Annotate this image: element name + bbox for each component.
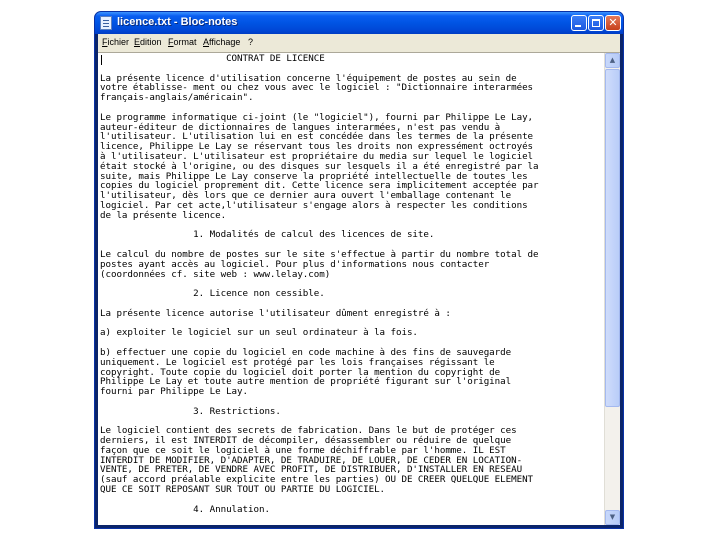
close-icon: ✕ <box>608 16 618 29</box>
minimize-button[interactable] <box>571 15 587 31</box>
editor-area <box>98 52 620 525</box>
window-title: licence.txt - Bloc-notes <box>117 16 238 28</box>
scroll-up-arrow-icon[interactable]: ▲ <box>605 53 620 68</box>
title-bar[interactable] <box>95 12 623 34</box>
menu-bar <box>98 34 620 52</box>
menu-affichage[interactable]: Affichage <box>203 37 241 47</box>
minimize-icon <box>575 25 581 27</box>
scroll-down-arrow-icon[interactable]: ▼ <box>605 510 620 525</box>
document-text: CONTRAT DE LICENCE La présente licence d'utilisation concerne l'équipement de postes au sein de votre établisse- ment ou chez vous avec le logiciel : "Dictionnaire interarmées français-anglais/américain". Le programme informatique ci-joint (le "logiciel"), fourni par Philippe Le Lay, auteur-éditeur de dictionnaires de langues interarmées, n'est pas vendu à l'utilisateur. L'utilisation lui en est concédée dans les termes de la présente licence, Philippe Le Lay se réservant tous les droits non expressément octroyés à l'utilisateur. L'utilisateur est propriétaire du media sur lequel le logiciel était stocké à l'origine, ou des disques sur lesquels il a été enregistré par la suite, mais Philippe Le Lay conserve la propriété intellectuelle de toutes les copies du logiciel proprement dit. Cette licence sera implicitement acceptée par l'utilisateur, dès lors que ce dernier aura ouvert l'emballage contenant le logiciel. Par cet acte,l'utilisateur s'engage alors à respecter les conditions de la présente licence. 1. Modalités de calcul des licences de site. Le calcul du nombre de postes sur le site s'effectue à partir du nombre total de postes ayant accès au logiciel. Pour plus d'informations nous contacter (coordonnées cf. site web : www.lelay.com) 2. Licence non cessible. La présente licence autorise l'utilisateur dûment enregistré à : a) exploiter le logiciel sur un seul ordinateur à la fois. b) effectuer une copie du logiciel en code machine à des fins de sauvegarde uniquement. Le logiciel est protégé par les lois françaises régissant le copyright. Toute copie du logiciel doit porter la mention du copyright de Philippe Le Lay et toute autre mention de propriété figurant sur l'original fourni par Philippe Le Lay. 3. Restrictions. Le logiciel contient des secrets de fabrication. Dans le but de protéger ces derniers, il est INTERDIT de décompiler, désassembler ou réduire de quelque façon que ce soit le logiciel à une forme déchiffrable par l'homme. IL EST INTERDIT DE MODIFIER, D'ADAPTER, DE TRADUIRE, DE LOUER, DE CEDER EN LOCATION- VENTE, DE PRETER, DE VENDRE AVEC PROFIT, DE DISTRIBUER, D'INSTALLER EN RESEAU (sauf accord préalable explicite entre les parties) OU DE CREER QUELQUE ELEMENT QUE CE SOIT REPOSANT SUR TOUT OU PARTIE DU LOGICIEL. 4. Annulation. <box>100 53 539 515</box>
menu-fichier[interactable]: Fichier <box>102 37 130 47</box>
notepad-icon[interactable] <box>100 16 112 30</box>
maximize-icon <box>592 19 600 27</box>
close-button[interactable] <box>605 15 621 31</box>
notepad-window <box>94 11 624 529</box>
menu-help[interactable]: ? <box>248 37 254 47</box>
scrollbar-thumb[interactable] <box>605 69 620 407</box>
text-editor[interactable] <box>98 53 604 525</box>
maximize-button[interactable] <box>588 15 604 31</box>
menu-edition[interactable]: Edition <box>134 37 162 47</box>
vertical-scrollbar[interactable] <box>604 53 620 525</box>
menu-format[interactable]: Format <box>168 37 197 47</box>
